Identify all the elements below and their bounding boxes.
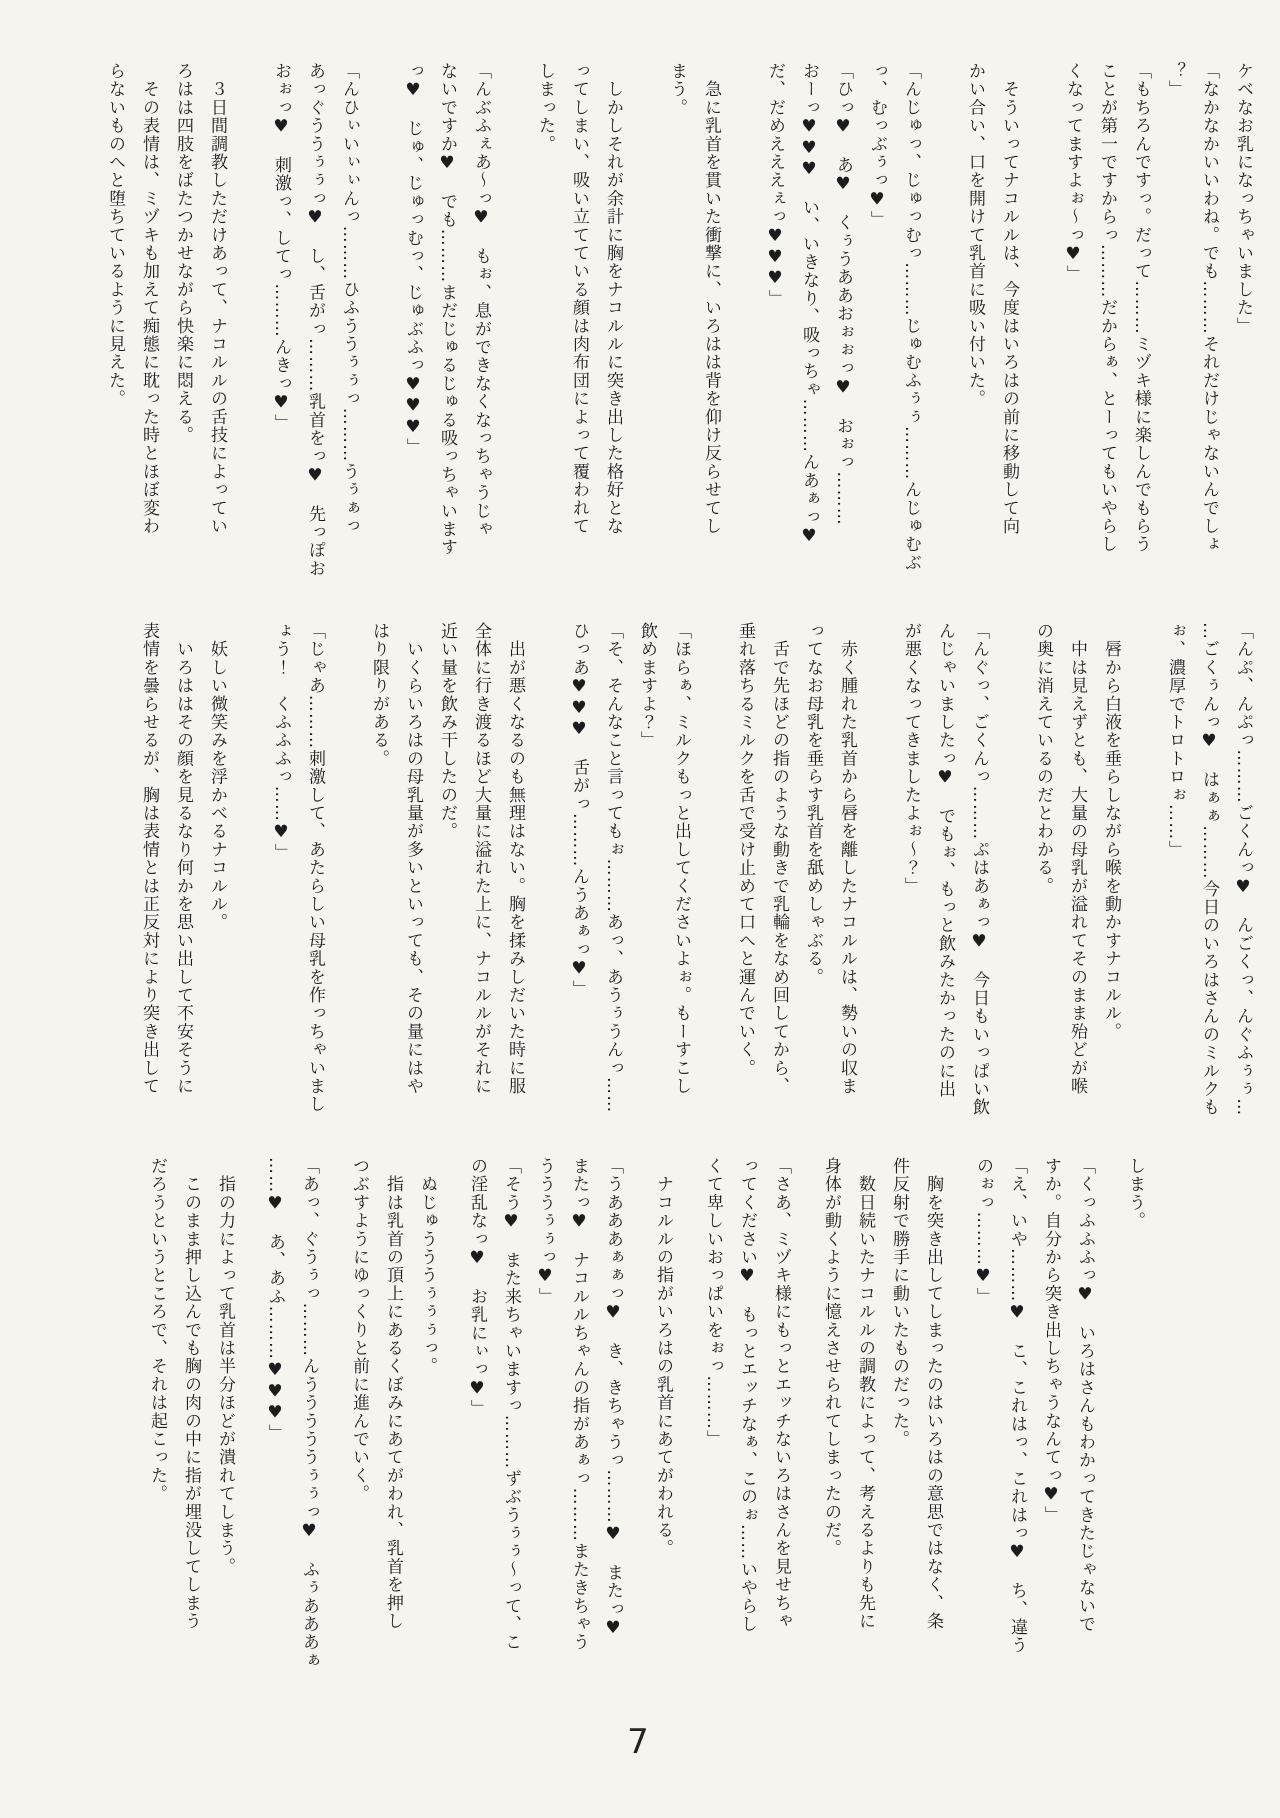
paragraph xyxy=(1034,1157,1102,1713)
text-column: 赤く腫れた乳首から唇を離したナコルルは、勢いの収ま xyxy=(837,622,857,1096)
paragraph xyxy=(646,1157,680,1713)
paragraph xyxy=(882,1157,950,1713)
text-column: 「んぶふぇあ～っ♥ もぉ、息ができなくなっちゃうじゃ xyxy=(471,62,491,539)
text-column: いろははその顔を見るなり何かを思い出して不安そうに xyxy=(173,622,193,1096)
text-column: 「んひぃいぃぃんっ………ひふううぅぅっ………うぅぁっ xyxy=(339,62,359,536)
text-column: まう。 xyxy=(667,62,687,117)
text-column: しまった。 xyxy=(535,62,555,153)
text-column: 妖しい微笑みを浮かべるナコルル。 xyxy=(207,622,227,932)
text-column: 飲めますよ？」 xyxy=(637,622,657,750)
text-column: 近い量を飲み干したのだ。 xyxy=(437,622,457,841)
paragraph xyxy=(132,622,200,1142)
text-column: またっ♥ ナコルルちゃんの指があぁっ………またきちゃう xyxy=(569,1157,589,1652)
paragraph xyxy=(166,62,234,582)
text-column: おぉっ♥ 刺激っ、してっ………んきっ♥」 xyxy=(271,62,291,432)
text-column: ３日間調教しただけあって、ナコルルの舌技によってい xyxy=(207,62,227,536)
text-column: 「あっ、ぐうぅっ………んうううううぅぅっ♥ ふぅあああぁ xyxy=(299,1157,319,1670)
paragraph xyxy=(966,1157,1034,1713)
text-column: 垂れ落ちるミルクを舌で受け止めて口へと運んでいく。 xyxy=(735,622,755,1077)
text-column: そういってナコルルは、今度はいろはの前に移動して向 xyxy=(999,62,1019,536)
paragraph xyxy=(660,62,728,582)
paragraph xyxy=(1158,622,1260,1142)
text-column: だろうというところで、それは起こった。 xyxy=(147,1157,167,1503)
paragraph xyxy=(958,62,1026,582)
text-column: いくらいろはの母乳量が多いといっても、その量にはや xyxy=(403,622,423,1096)
paragraph xyxy=(1094,622,1128,1142)
text-column: その表情は、ミヅキも加えて痴態に耽った時とほぼ変わ xyxy=(139,62,159,536)
text-column: の淫乱なっ♥ お乳にぃっ♥」 xyxy=(467,1157,487,1418)
text-column: 「え、いや………♥ こ、これはっ、これはっ♥ ち、違う xyxy=(1007,1157,1027,1655)
paragraph xyxy=(1056,62,1158,582)
paragraph xyxy=(796,622,864,1142)
paragraph xyxy=(562,622,630,1142)
text-column: ないですか♥ でも………まだじゅるじゅる吸っちゃいます xyxy=(437,62,457,557)
text-column: はり限りがある。 xyxy=(369,622,389,768)
text-column: ……♥ あ、あふ………♥♥♥」 xyxy=(265,1157,285,1442)
text-column: だ、だめえええぇっ♥♥♥」 xyxy=(765,62,785,308)
text-column: つぶすようにゆっくりと前に進んでいく。 xyxy=(349,1157,369,1503)
text-column: 数日続いたナコルルの調教によって、考えるよりも先に xyxy=(855,1157,875,1631)
paragraph xyxy=(528,62,630,582)
text-column: 身体が動くように憶えさせられてしまったのだ。 xyxy=(821,1157,841,1558)
text-column: 「んぷ、んぷっ………ごくんっ♥ んごくっ、んぐふぅぅ… xyxy=(1233,622,1253,1117)
paragraph xyxy=(630,622,698,1142)
text-band-middle xyxy=(132,622,1260,1142)
text-column: んじゃいましたっ♥ でもぉ、もっと飲みたかったのに出 xyxy=(935,622,955,1099)
text-column: ってください♥ もっとエッチなぁ、このぉ……いやらし xyxy=(737,1157,757,1634)
paragraph xyxy=(430,622,532,1142)
text-column: うううぅぅっ♥」 xyxy=(535,1157,555,1306)
paragraph xyxy=(814,1157,882,1713)
text-column: ぬじゅうううぅぅぅっ。 xyxy=(417,1157,437,1376)
text-column: ってなお母乳を垂らす乳首を舐めしゃぶる。 xyxy=(803,622,823,986)
paragraph xyxy=(396,62,498,582)
text-column: の奥に消えているのだとわかる。 xyxy=(1033,622,1053,895)
text-column: しまう。 xyxy=(1125,1157,1145,1230)
text-column: 指は乳首の頂上にあるくぼみにあてがわれ、乳首を押し xyxy=(383,1157,403,1631)
text-column: あっぐううぅぅっ♥ し、舌がっ………乳首をっ♥ 先っぽお xyxy=(305,62,325,578)
text-column: 胸を突き出してしまったのはいろはの意思ではなく、条 xyxy=(923,1157,943,1631)
text-column: かい合い、口を開けて乳首に吸い付いた。 xyxy=(965,62,985,408)
paragraph xyxy=(342,1157,410,1713)
paragraph xyxy=(410,1157,444,1713)
text-column: 「なかなかいいわね。でも………それだけじゃないんでしょ xyxy=(1199,62,1219,554)
text-column: ことが第一ですからっ………だからぁ、とーってもいやらし xyxy=(1097,62,1117,554)
text-column: 「くっふふふっ♥ いろはさんもわかってきたじゃないで xyxy=(1075,1157,1095,1634)
paragraph xyxy=(1118,1157,1152,1713)
text-column: ょう！ くふふふっ……♥」 xyxy=(271,622,291,862)
text-column: 中は見えずとも、大量の母乳が溢れてそのまま殆どが喉 xyxy=(1067,622,1087,1096)
paragraph xyxy=(728,622,796,1142)
text-column: すか。自分から突き出しちゃうなんてっ♥」 xyxy=(1041,1157,1061,1524)
paragraph xyxy=(264,622,332,1142)
text-column: 「もちろんですっ。だって………ミヅキ様に楽しんでもらう xyxy=(1131,62,1151,554)
text-column: 「さあ、ミヅキ様にもっとエッチないろはさんを見せちゃ xyxy=(771,1157,791,1631)
text-column: 唇から白液を垂らしながら喉を動かすナコルル。 xyxy=(1101,622,1121,1041)
text-column: 急に乳首を貫いた衝撃に、いろはは背を仰け反らせてし xyxy=(701,62,721,536)
paragraph xyxy=(860,62,928,582)
text-column: 「じゃあ………刺激して、あたらしい母乳を作っちゃいまし xyxy=(305,622,325,1114)
text-column: 「んじゅっ、じゅっむっ………じゅむふぅぅ………んじゅむぶ xyxy=(901,62,921,572)
text-column: 「そ、そんなこと言ってもぉ………あっ、あうぅうんっ…… xyxy=(603,622,623,1114)
text-column: 「ひっ♥ あ♥ くぅうああおぉぉっ♥ おぉっ……… xyxy=(833,62,853,526)
paragraph xyxy=(258,1157,326,1713)
text-column: が悪くなってきましたよぉ～？」 xyxy=(901,622,921,895)
text-column: しかしそれが余計に胸をナコルルに突き出した格好とな xyxy=(603,62,623,536)
text-column: っ、むっぶぅっ♥」 xyxy=(867,62,887,229)
paragraph xyxy=(98,62,166,582)
text-column: ぉ、濃厚でトロトロぉ……」 xyxy=(1165,622,1185,859)
text-column: 舌で先ほどの指のような動きで乳輪をなめ回してから、 xyxy=(769,622,789,1096)
paragraph xyxy=(208,1157,242,1713)
text-column: ってしまい、吸い立てている顔は肉布団によって覆われて xyxy=(569,62,589,536)
page-number: 7 xyxy=(627,1722,649,1762)
text-column: 「そう♥ また来ちゃいますっ………ずぶうぅぅ～って、こ xyxy=(501,1157,521,1652)
paragraph xyxy=(362,622,430,1142)
text-column: 全体に行き渡るほど大量に溢れた上に、ナコルルがそれに xyxy=(471,622,491,1096)
text-column: このまま押し込んでも胸の肉の中に指が埋没してしまう xyxy=(181,1157,201,1631)
text-column: っ♥ じゅ、じゅっむっ、じゅぶふっ♥♥♥」 xyxy=(403,62,423,457)
text-column: のぉっ………♥」 xyxy=(973,1157,993,1306)
text-column: くなってますよぉ～っ♥」 xyxy=(1063,62,1083,284)
text-column: ひっあ♥♥♥ 舌がっ………んうあぁっ♥」 xyxy=(569,622,589,998)
paragraph xyxy=(1226,62,1260,582)
paragraph xyxy=(894,622,996,1142)
text-column: 「んぐっ、ごくんっ………ぷはあぁっ♥ 今日もいっぱい飲 xyxy=(969,622,989,1117)
text-column: ケベなお乳になっちゃいました」 xyxy=(1233,62,1253,335)
text-column: ナコルルの指がいろはの乳首にあてがわれる。 xyxy=(653,1157,673,1558)
text-column: ？」 xyxy=(1165,62,1185,99)
text-column: ろはは四肢をばたつかせながら快楽に悶える。 xyxy=(173,62,193,445)
paragraph xyxy=(200,622,234,1142)
text-band-bottom xyxy=(140,1157,1152,1713)
paragraph xyxy=(696,1157,798,1713)
text-column: 表情を曇らせるが、胸は表情とは正反対により突き出して xyxy=(139,622,159,1096)
paragraph xyxy=(264,62,366,582)
paragraph xyxy=(1026,622,1094,1142)
paragraph xyxy=(1158,62,1226,582)
text-column: …ごくぅんっ♥ はぁぁ………今日のいろはさんのミルクも xyxy=(1199,622,1219,1117)
text-column: 「ほらぁ、ミルクもっと出してくださいよぉ。もーすこし xyxy=(671,622,691,1096)
paragraph xyxy=(758,62,860,582)
text-column: おーっ♥♥♥ い、いきなり、吸っちゃ………んあぁっ♥ xyxy=(799,62,819,548)
text-column: くて卑しいおっぱいをぉっ………」 xyxy=(703,1157,723,1449)
text-column: 指の力によって乳首は半分ほどが潰れてしまう。 xyxy=(215,1157,235,1576)
text-column: 「うあああぁぁっ♥ き、きちゃうっ………♥ またっ♥ xyxy=(603,1157,623,1640)
text-column: 件反射で勝手に動いたものだった。 xyxy=(889,1157,909,1449)
text-column: 出が悪くなるのも無理はない。胸を揉みしだいた時に服 xyxy=(505,622,525,1096)
text-column: らないものへと堕ちているように見えた。 xyxy=(105,62,125,408)
text-band-top xyxy=(98,62,1260,582)
paragraph xyxy=(528,1157,630,1713)
paragraph xyxy=(140,1157,208,1713)
paragraph xyxy=(460,1157,528,1713)
